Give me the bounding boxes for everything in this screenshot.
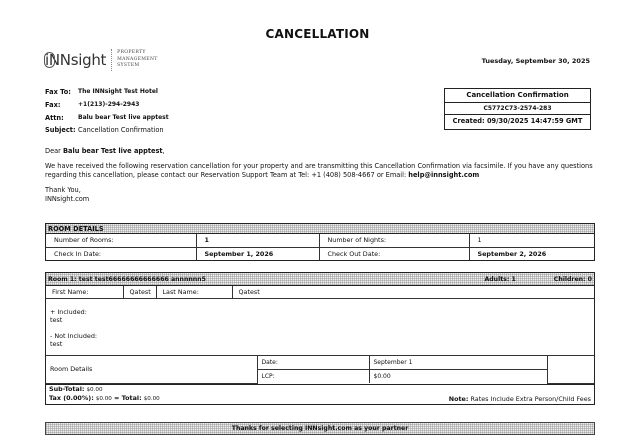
subject-value: Cancellation Confirmation [78, 126, 164, 135]
last-name-label: Last Name: [156, 286, 232, 298]
date-label: Date: [257, 355, 369, 369]
checkin-value: September 1, 2026 [196, 247, 319, 260]
last-name-value: Qatest [232, 286, 594, 298]
letter-body [45, 147, 595, 210]
rooms-label: Number of Rooms: [46, 234, 196, 247]
checkout-label: Check Out Date: [319, 247, 469, 260]
document-date: Tuesday, September 30, 2025 [481, 57, 590, 65]
attn-row [45, 112, 169, 125]
table-row [46, 247, 594, 260]
logo-divider [111, 49, 112, 71]
lcp-value: $0.00 [369, 369, 547, 383]
confirmation-number: C5772C73-2574-283 [445, 103, 590, 115]
tax-total: Tax (0.00%): $0.00 = Total: $0.00 [49, 393, 160, 402]
totals [46, 384, 594, 404]
innsight-logo [45, 48, 158, 72]
children-count: Children: 0 [553, 276, 592, 283]
table-row [46, 234, 594, 247]
included-value: test [50, 316, 63, 324]
subject-label: Subject: [45, 126, 76, 135]
adults-count: Adults: 1 [484, 276, 516, 283]
nights-value: 1 [469, 234, 594, 247]
room-title: Room 1: test test66666666666666 annnnnn5 [48, 276, 206, 283]
rate-extra-cell [547, 355, 594, 383]
lcp-label: LCP: [257, 369, 369, 383]
subtotal: Sub-Total: $0.00 [49, 384, 103, 393]
date-value: September 1 [369, 355, 547, 369]
fax-number-row [45, 99, 169, 112]
table-row [46, 286, 594, 298]
fax-number-label: Fax: [45, 100, 61, 109]
not-included-value: test [50, 340, 63, 348]
subject-row [45, 124, 169, 137]
room-details-section [45, 223, 595, 261]
rates-note: Note: Rates Include Extra Person/Child Fees [448, 394, 591, 403]
support-email-link[interactable]: help@innsight.com [408, 171, 480, 179]
room-details-table [46, 234, 594, 260]
nights-label: Number of Nights: [319, 234, 469, 247]
confirmation-created: Created: 09/30/2025 14:47:59 GMT [452, 117, 583, 125]
attn-value: Balu bear Test live apptest [78, 113, 169, 121]
room-section [45, 272, 595, 405]
rate-table [46, 355, 594, 384]
checkin-label: Check In Date: [46, 247, 196, 260]
confirmation-box [444, 88, 591, 130]
not-included-label: - Not Included: [50, 331, 98, 340]
magnifier-icon [44, 52, 55, 68]
room-details-heading: ROOM DETAILS [46, 224, 594, 234]
fax-number-value: +1(213)-294-2943 [78, 100, 140, 108]
logo-tagline: PROPERTY MANAGEMENT SYSTEM [117, 50, 158, 69]
attn-label: Attn: [45, 113, 64, 122]
table-row [46, 355, 594, 369]
rooms-value: 1 [196, 234, 319, 247]
signoff: Thank You, INNsight.com [45, 185, 90, 203]
room-heading [46, 273, 594, 286]
document-title: CANCELLATION [265, 27, 370, 41]
first-name-label: First Name: [46, 286, 123, 298]
greeting: Dear Balu bear Test live apptest, [45, 147, 165, 155]
guest-name-table [46, 286, 594, 299]
greeting-name: Balu bear Test live apptest [62, 147, 163, 155]
confirmation-heading: Cancellation Confirmation [445, 89, 590, 103]
logo-wordmark: iNNsight [45, 51, 107, 69]
fax-header [45, 86, 169, 137]
letter-paragraph: We have received the following reservation cancellation for your property and are transmitting this Cancellation Confirmation via facsimile. If you have any questions regarding this cancellation, please contact our Reservation Support Team at Tel: +1 (408) 508-4667 or Email: help@innsight.com [45, 161, 593, 179]
fax-to-label: Fax To: [45, 88, 71, 96]
inclusions [46, 299, 594, 355]
rate-details-label: Room Details [46, 355, 257, 383]
fax-to-row [45, 86, 169, 99]
fax-to-value: The INNsight Test Hotel [78, 88, 158, 95]
footer-banner: Thanks for selecting INNsight.com as your partner [45, 422, 595, 435]
included-label: + Included: [50, 307, 87, 316]
checkout-value: September 2, 2026 [469, 247, 594, 260]
first-name-value: Qatest [123, 286, 156, 298]
